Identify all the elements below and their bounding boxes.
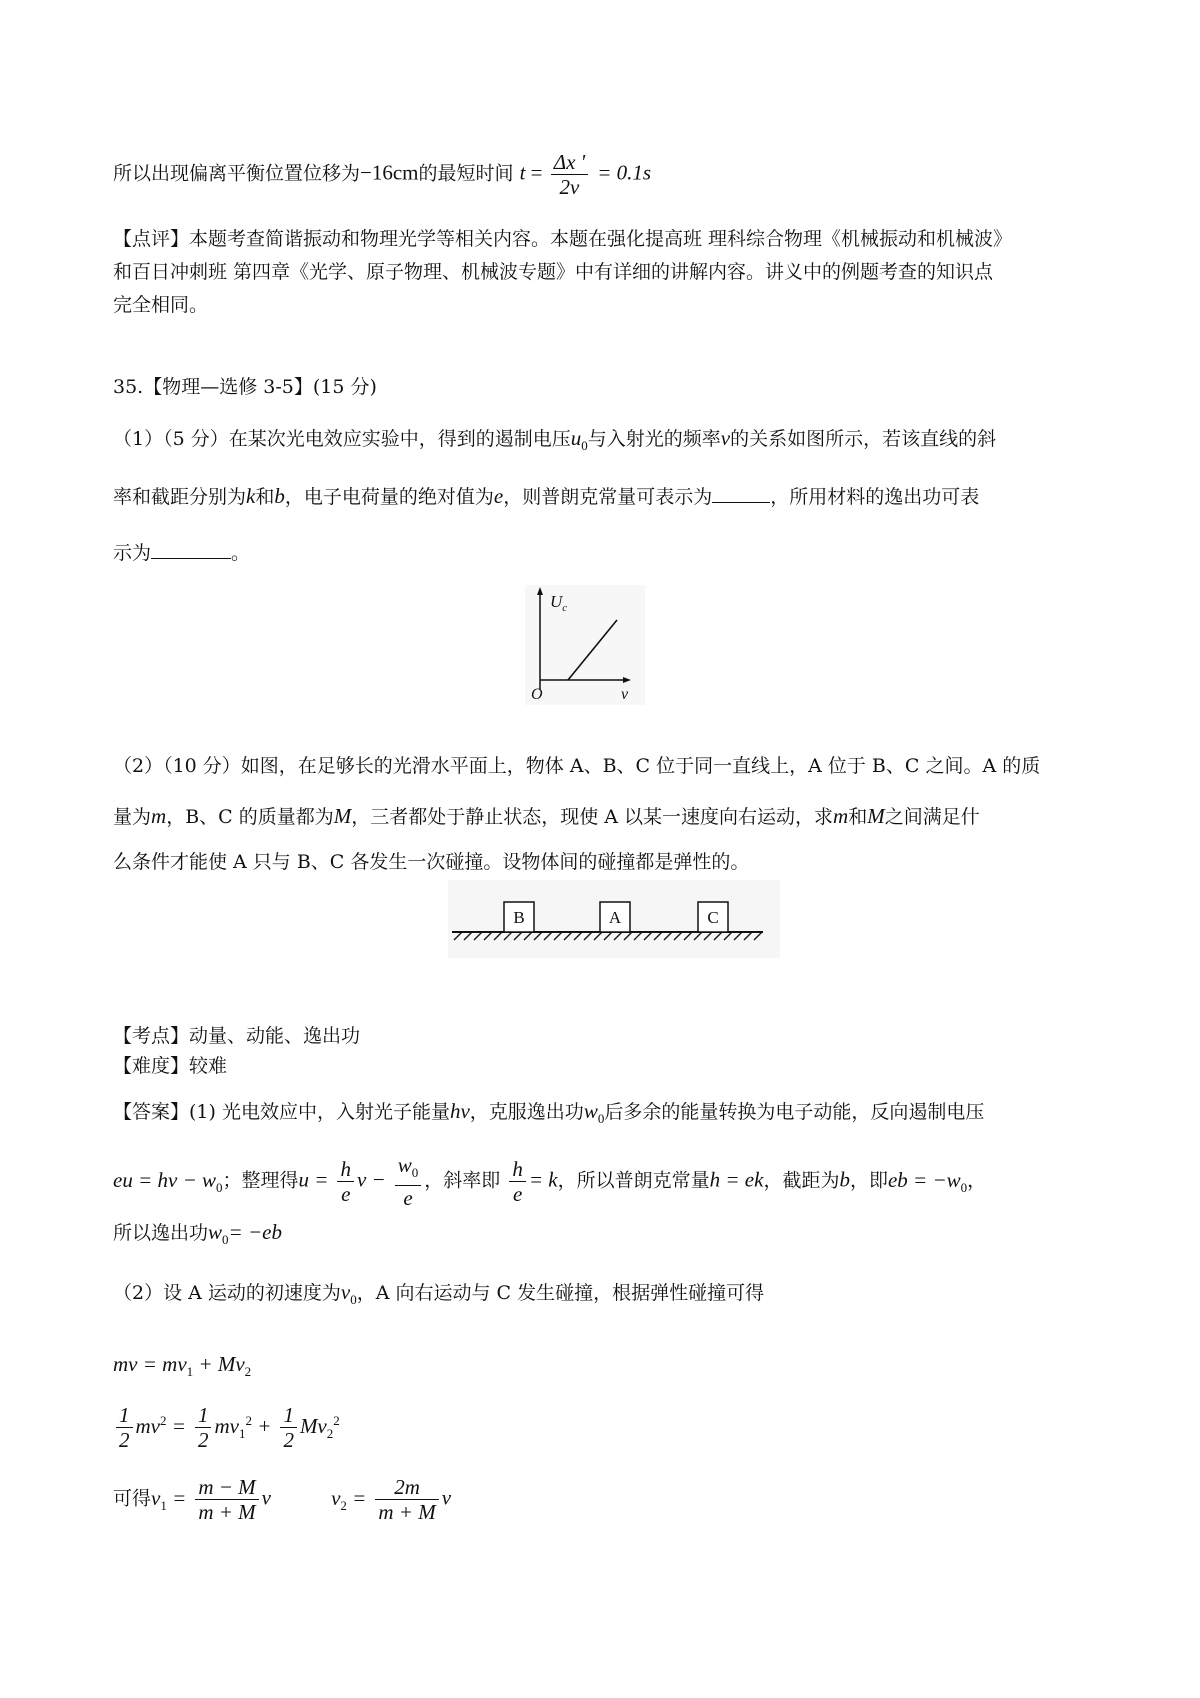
q35-part2-line2: 量为m，B、C 的质量都为M，三者都处于静止状态，现使 A 以某一速度向右运动，求m和M之间满足什 — [113, 804, 980, 828]
time-result: = 0.1s — [597, 160, 652, 185]
displacement-value: −16cm — [360, 160, 419, 185]
y-axis-label: $U_c$ — [550, 592, 568, 614]
answer-blank-1[interactable] — [712, 482, 770, 503]
var-b: b — [274, 484, 285, 508]
x-axis-label: v — [621, 686, 629, 703]
kaodian-line: 【考点】动量、动能、逸出功 — [113, 1025, 361, 1047]
var-M: M — [333, 804, 352, 828]
text: 的最短时间 — [418, 162, 514, 185]
var-e: e — [493, 484, 504, 508]
review-line-3: 完全相同。 — [113, 294, 209, 316]
q35-part1-line1: （1）（5 分）在某次光电效应实验中，得到的遏制电压$u_0$与入射光的频率ν的关系如图所示，若该直线的斜 — [113, 426, 997, 454]
uc-nu-graph — [525, 585, 645, 705]
blocks-figure — [448, 880, 780, 958]
origin-label: O — [531, 686, 543, 703]
q35-part2-line3: 么条件才能使 A 只与 B、C 各发生一次碰撞。设物体间的碰撞都是弹性的。 — [113, 851, 750, 873]
var-t: t — [519, 160, 526, 185]
block-a-label: A — [608, 908, 622, 927]
review-line-1: 【点评】本题考查简谐振动和物理光学等相关内容。本题在强化提高班 理科综合物理《机械振动和机械波》 — [113, 228, 1013, 250]
var-k: k — [246, 484, 256, 508]
block-c-label: C — [707, 908, 719, 927]
answer-line-1: 【答案】(1) 光电效应中，入射光子能量hν，克服逸出功$w_0$后多余的能量转换为电子动能，反向遏制电压 — [113, 1099, 985, 1127]
answer-part2-line: （2）设 A 运动的初速度为$v_0$，A 向右运动与 C 发生碰撞，根据弹性碰撞可得 — [113, 1280, 765, 1308]
fraction-half-1: $\frac{1}{2}$ — [116, 1403, 133, 1452]
photon-energy: hν — [449, 1099, 470, 1123]
prev-result-line: 所以出现偏离平衡位置位移为−16cm的最短时间 t = $\frac{\Delta x '}{2v}$ = 0.1s — [113, 150, 652, 199]
energy-equation: $\frac{1}{2}$ $mv^2$ = $\frac{1}{2}$ $mv_1^2$ + $\frac{1}{2}$ $Mv_2^2$ — [113, 1403, 340, 1452]
result-equations: 可得$v_1$ = $\frac{m - M}{m + M}$ v $v_2$ = $\frac{2m}{m + M}$ v — [113, 1475, 452, 1524]
fraction-half-3: $\frac{1}{2}$ — [280, 1403, 297, 1452]
question-35-header: 35.【物理—选修 3-5】(15 分) — [113, 376, 377, 398]
fraction-v1: $\frac{m - M}{m + M}$ — [195, 1475, 258, 1524]
fraction-h-e: $\frac{h}{e}$ — [337, 1157, 354, 1206]
var-m: m — [151, 804, 167, 828]
fraction-dx-2v: $\frac{\Delta x '}{2v}$ — [551, 150, 588, 199]
equation-eu: eu = $h\nu - w_0$ — [113, 1167, 223, 1195]
block-b-label: B — [513, 908, 525, 927]
q35-part1-line3: 示为 。 — [113, 538, 250, 567]
var-nu: ν — [720, 426, 731, 450]
var-u0: $u_0$ — [570, 426, 588, 454]
fraction-w0-e: $\frac{w_0}{e}$ — [395, 1153, 422, 1210]
fraction-v2: $\frac{2m}{m + M}$ — [375, 1475, 438, 1524]
fraction-h-e-slope: $\frac{h}{e}$ — [509, 1157, 526, 1206]
momentum-equation: mv = $mv_1 + Mv_2$ — [113, 1352, 252, 1380]
text: 所以出现偏离平衡位置位移为 — [113, 162, 361, 185]
answer-line-2: eu = $h\nu - w_0$；整理得u = $\frac{h}{e}$ ν − $\frac{w_0}{e}$ ，斜率即 $\frac{h}{e}$ = k，所以普朗克常量h = ek，截距为b，即eb = $-w_0$， — [113, 1153, 987, 1211]
fraction-half-2: $\frac{1}{2}$ — [195, 1403, 212, 1452]
q35-part1-line2: 率和截距分别为k和b，电子电荷量的绝对值为e，则普朗克常量可表示为 ，所用材料的逸出功可表 — [113, 484, 980, 508]
answer-line-3: 所以逸出功$w_0= -eb$ — [113, 1220, 282, 1248]
nandu-line: 【难度】较难 — [113, 1055, 228, 1077]
answer-blank-2[interactable] — [151, 538, 231, 559]
review-line-2: 和百日冲刺班 第四章《光学、原子物理、机械波专题》中有详细的讲解内容。讲义中的例题考查的知识点 — [113, 261, 994, 283]
q35-part2-line1: （2）（10 分）如图，在足够长的光滑水平面上，物体 A、B、C 位于同一直线上，A 位于 B、C 之间。A 的质 — [113, 755, 1041, 777]
